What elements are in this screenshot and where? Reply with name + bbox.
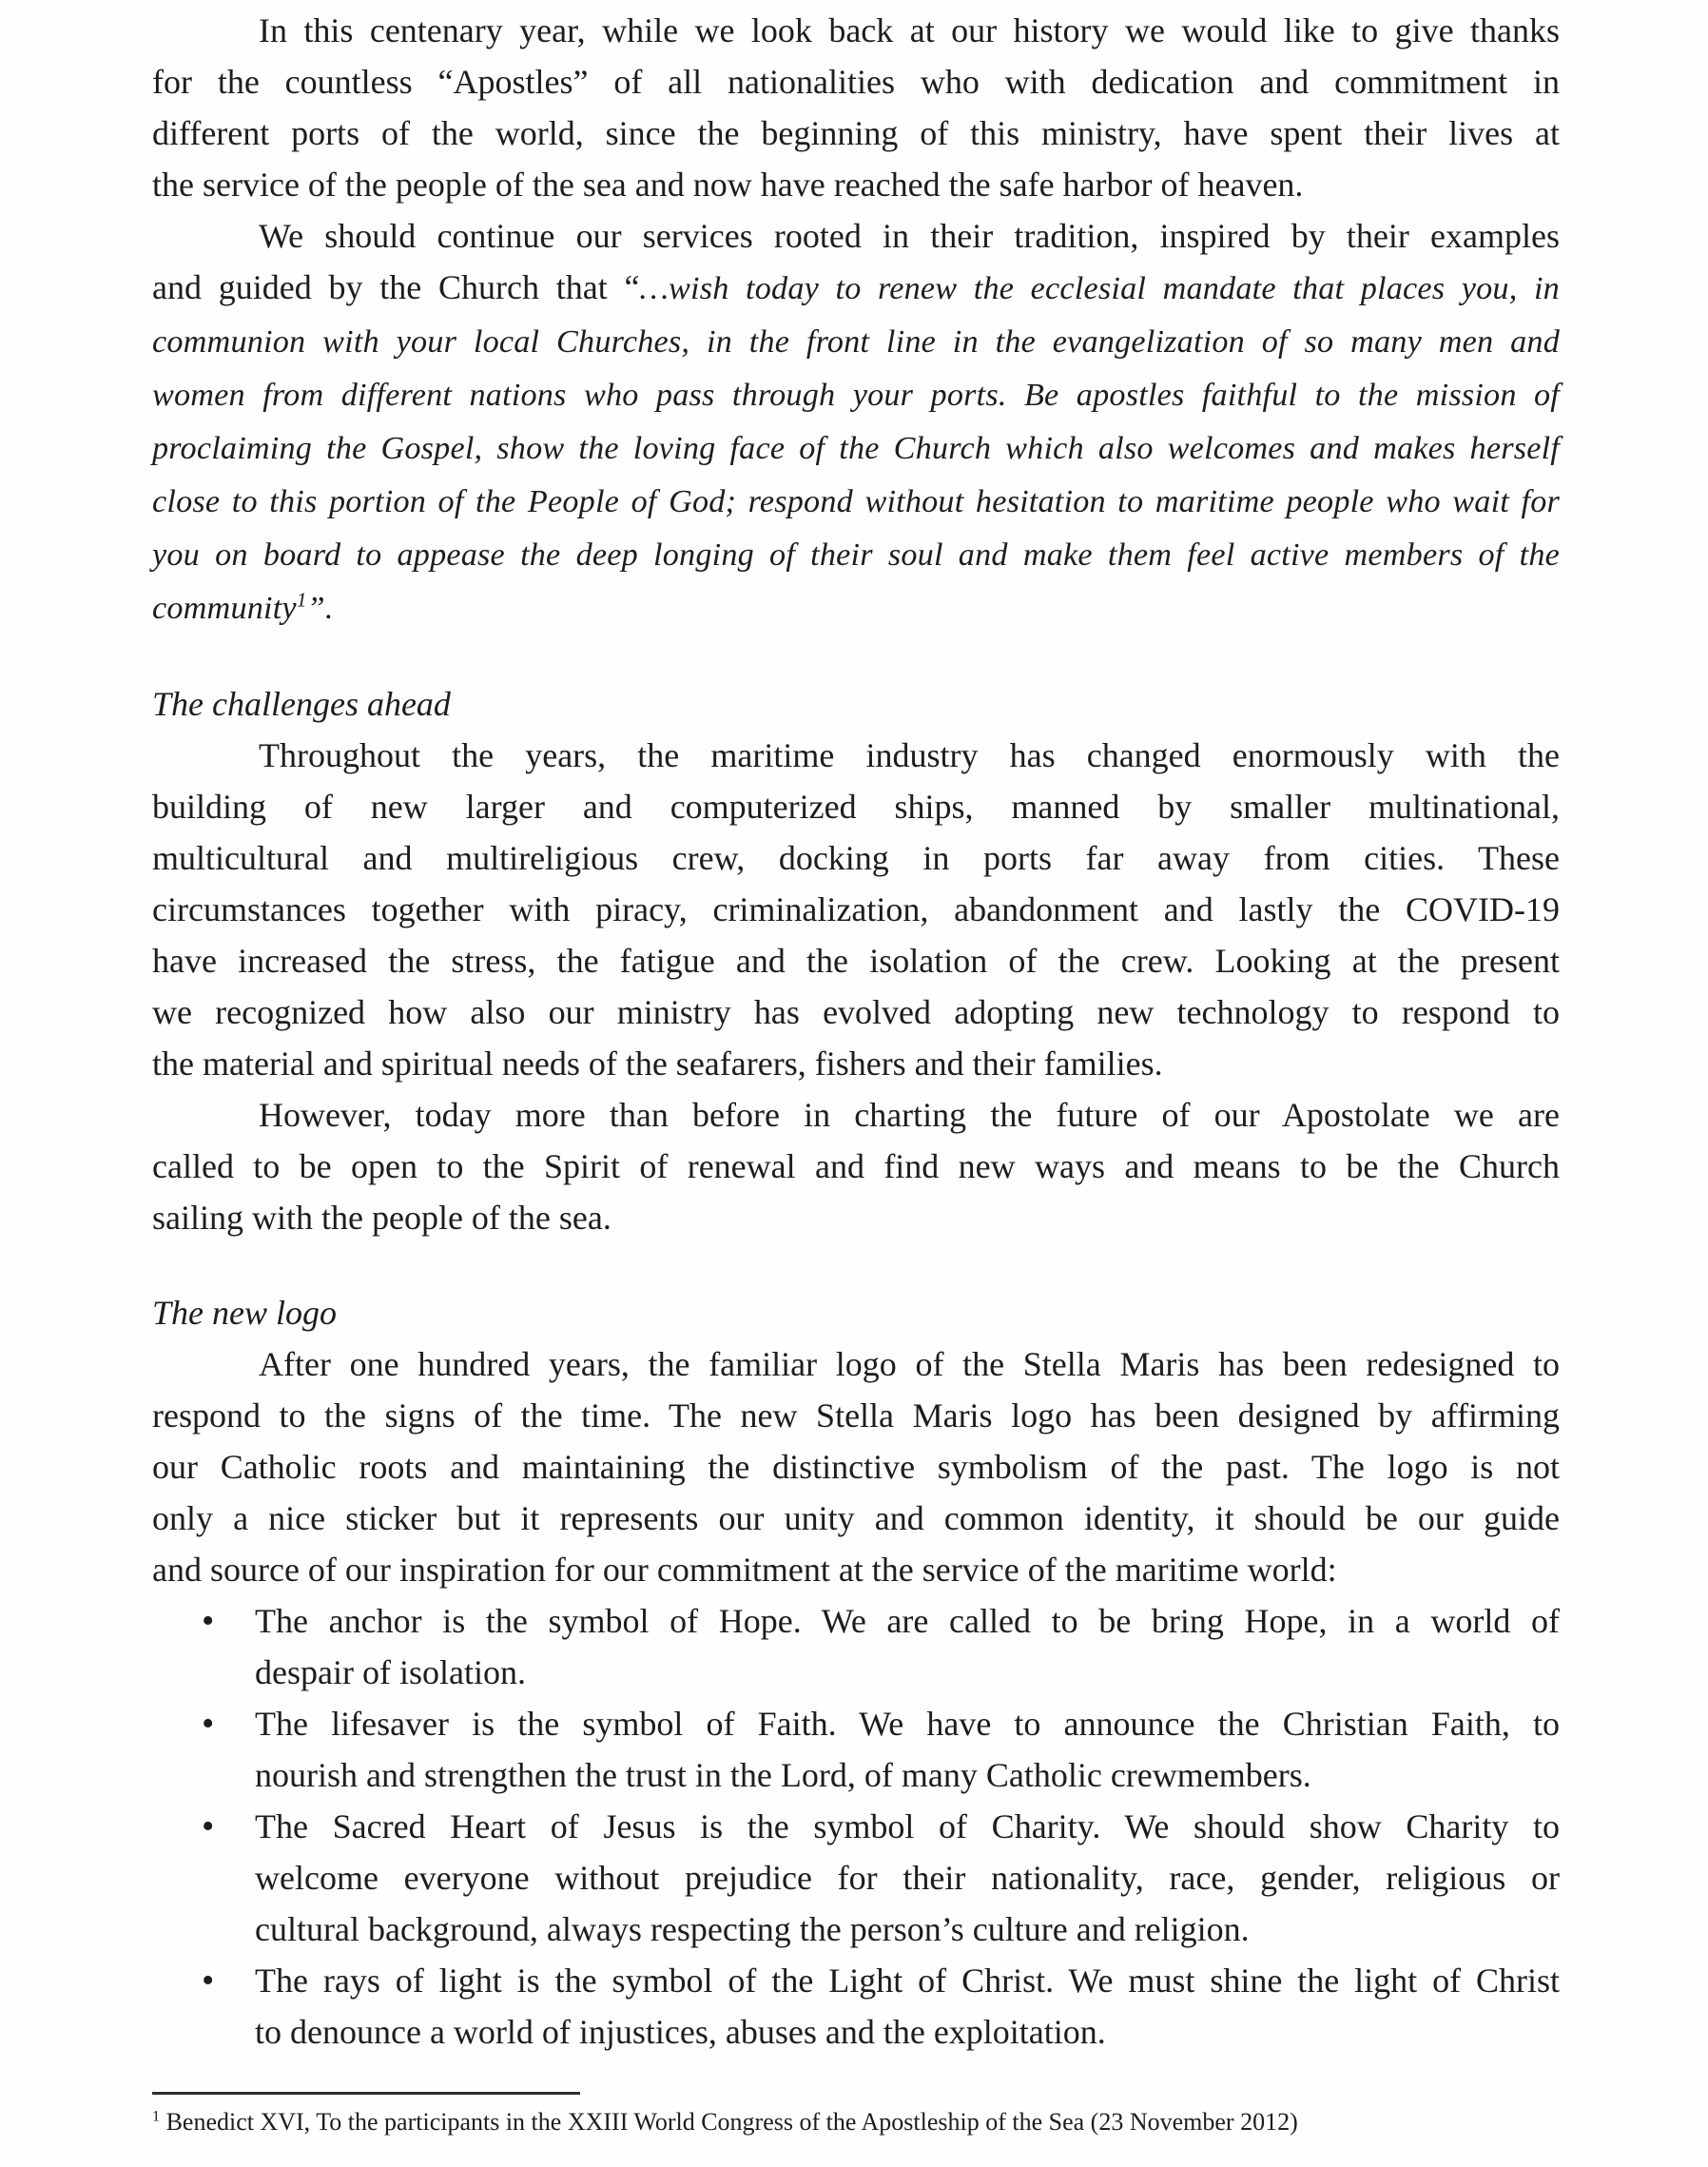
- text-line: we recognized how also our ministry has evolved adopting new technology to respond to: [152, 993, 1560, 1031]
- text-line: the material and spiritual needs of the seafarers, fishers and their families.: [152, 1044, 1163, 1083]
- quoted-italic-text: 1: [296, 588, 307, 612]
- paragraph: [152, 1338, 1560, 1595]
- text-line: The Sacred Heart of Jesus is the symbol of Charity. We should show Charity to: [255, 1807, 1560, 1845]
- bullet-list: [152, 1595, 1560, 2058]
- text-line: circumstances together with piracy, criminalization, abandonment and lastly the COVID-19: [152, 890, 1560, 928]
- section-heading: The new logo: [152, 1294, 337, 1332]
- text-line: multicultural and multireligious crew, docking in ports far away from cities. These: [152, 839, 1560, 877]
- text-line: sailing with the people of the sea.: [152, 1199, 611, 1237]
- section-heading: The challenges ahead: [152, 685, 451, 723]
- text-line: have increased the stress, the fatigue and the isolation of the crew. Looking at the present: [152, 942, 1560, 980]
- bullet-icon: •: [202, 1601, 215, 1641]
- quoted-italic-text: women from different nations who pass through your ports. Be apostles faithful to the mission of: [152, 378, 1560, 413]
- text-line: [152, 368, 1560, 421]
- quoted-italic-text: …wish today to renew the ecclesial mandate that places you, in: [639, 271, 1560, 306]
- text-line: We should continue our services rooted in their tradition, inspired by their examples: [259, 217, 1560, 255]
- text-line: for the countless “Apostles” of all nationalities who with dedication and commitment in: [152, 63, 1560, 101]
- quoted-italic-text: communion with your local Churches, in the front line in the evangelization of so many men and: [152, 324, 1560, 360]
- bullet-icon: •: [202, 1704, 215, 1744]
- footnote-marker: 1: [152, 2108, 161, 2125]
- footnote-rule: [152, 2092, 580, 2095]
- text-line: The anchor is the symbol of Hope. We are called to be bring Hope, in a world of: [255, 1602, 1560, 1640]
- text-line: After one hundred years, the familiar logo of the Stella Maris has been redesigned to: [259, 1345, 1560, 1383]
- text-line: [152, 528, 1560, 581]
- quoted-italic-text: ”.: [306, 591, 334, 626]
- text-line: nourish and strengthen the trust in the Lord, of many Catholic crewmembers.: [255, 1756, 1311, 1794]
- text-line: However, today more than before in charting the future of our Apostolate we are: [259, 1096, 1560, 1134]
- text-line: the service of the people of the sea and now have reached the safe harbor of heaven.: [152, 166, 1304, 204]
- text-line: The rays of light is the symbol of the Light of Christ. We must shine the light of Christ: [255, 1962, 1560, 2000]
- bullet-item: [152, 1595, 1560, 1698]
- quoted-italic-text: community: [152, 591, 297, 626]
- text-line: welcome everyone without prejudice for their nationality, race, gender, religious or: [255, 1859, 1560, 1897]
- quoted-italic-text: proclaiming the Gospel, show the loving face of the Church which also welcomes and makes herself: [152, 431, 1560, 466]
- quoted-italic-text: close to this portion of the People of God; respond without hesitation to maritime people who wait for: [152, 484, 1560, 519]
- text-line: [152, 581, 1560, 634]
- text-line: despair of isolation.: [255, 1653, 526, 1691]
- text-line: Throughout the years, the maritime industry has changed enormously with the: [259, 736, 1560, 774]
- text-line: The lifesaver is the symbol of Faith. We have to announce the Christian Faith, to: [255, 1705, 1560, 1743]
- text-line: to denounce a world of injustices, abuses and the exploitation.: [255, 2013, 1106, 2051]
- bullet-item: [152, 1955, 1560, 2058]
- bullet-icon: •: [202, 1806, 215, 1846]
- text-line: different ports of the world, since the beginning of this ministry, have spent their lives at: [152, 114, 1560, 152]
- bullet-item: [152, 1698, 1560, 1801]
- text-line: and source of our inspiration for our commitment at the service of the maritime world:: [152, 1551, 1337, 1589]
- footnote: [152, 2106, 1560, 2138]
- paragraph: [152, 5, 1560, 210]
- text-line: cultural background, always respecting the person’s culture and religion.: [255, 1910, 1250, 1948]
- text-line: [152, 475, 1560, 528]
- document-content: [152, 5, 1560, 2138]
- quoted-italic-text: you on board to appease the deep longing of their soul and make them feel active members of the: [152, 537, 1560, 573]
- bullet-icon: •: [202, 1961, 215, 2001]
- bullet-item: [152, 1801, 1560, 1955]
- text-line: In this centenary year, while we look back at our history we would like to give thanks: [259, 11, 1560, 49]
- text-line: respond to the signs of the time. The new Stella Maris logo has been designed by affirming: [152, 1396, 1560, 1435]
- text-line: and guided by the Church that “…wish today to renew the ecclesial mandate that places you, in: [152, 268, 1560, 306]
- footnote-text: Benedict XVI, To the participants in the XXIII World Congress of the Apostleship of the Sea (23 November 2012): [160, 2108, 1298, 2136]
- paragraph: [152, 1089, 1560, 1243]
- text-line: called to be open to the Spirit of renewal and find new ways and means to be the Church: [152, 1147, 1560, 1185]
- paragraph: [152, 210, 1560, 634]
- document-body: [152, 5, 1560, 2058]
- paragraph: [152, 730, 1560, 1089]
- text-line: [152, 421, 1560, 475]
- text-line: building of new larger and computerized ships, manned by smaller multinational,: [152, 788, 1560, 826]
- text-line: [152, 315, 1560, 368]
- text-line: our Catholic roots and maintaining the distinctive symbolism of the past. The logo is not: [152, 1448, 1560, 1486]
- text-line: only a nice sticker but it represents our unity and common identity, it should be our guide: [152, 1499, 1560, 1537]
